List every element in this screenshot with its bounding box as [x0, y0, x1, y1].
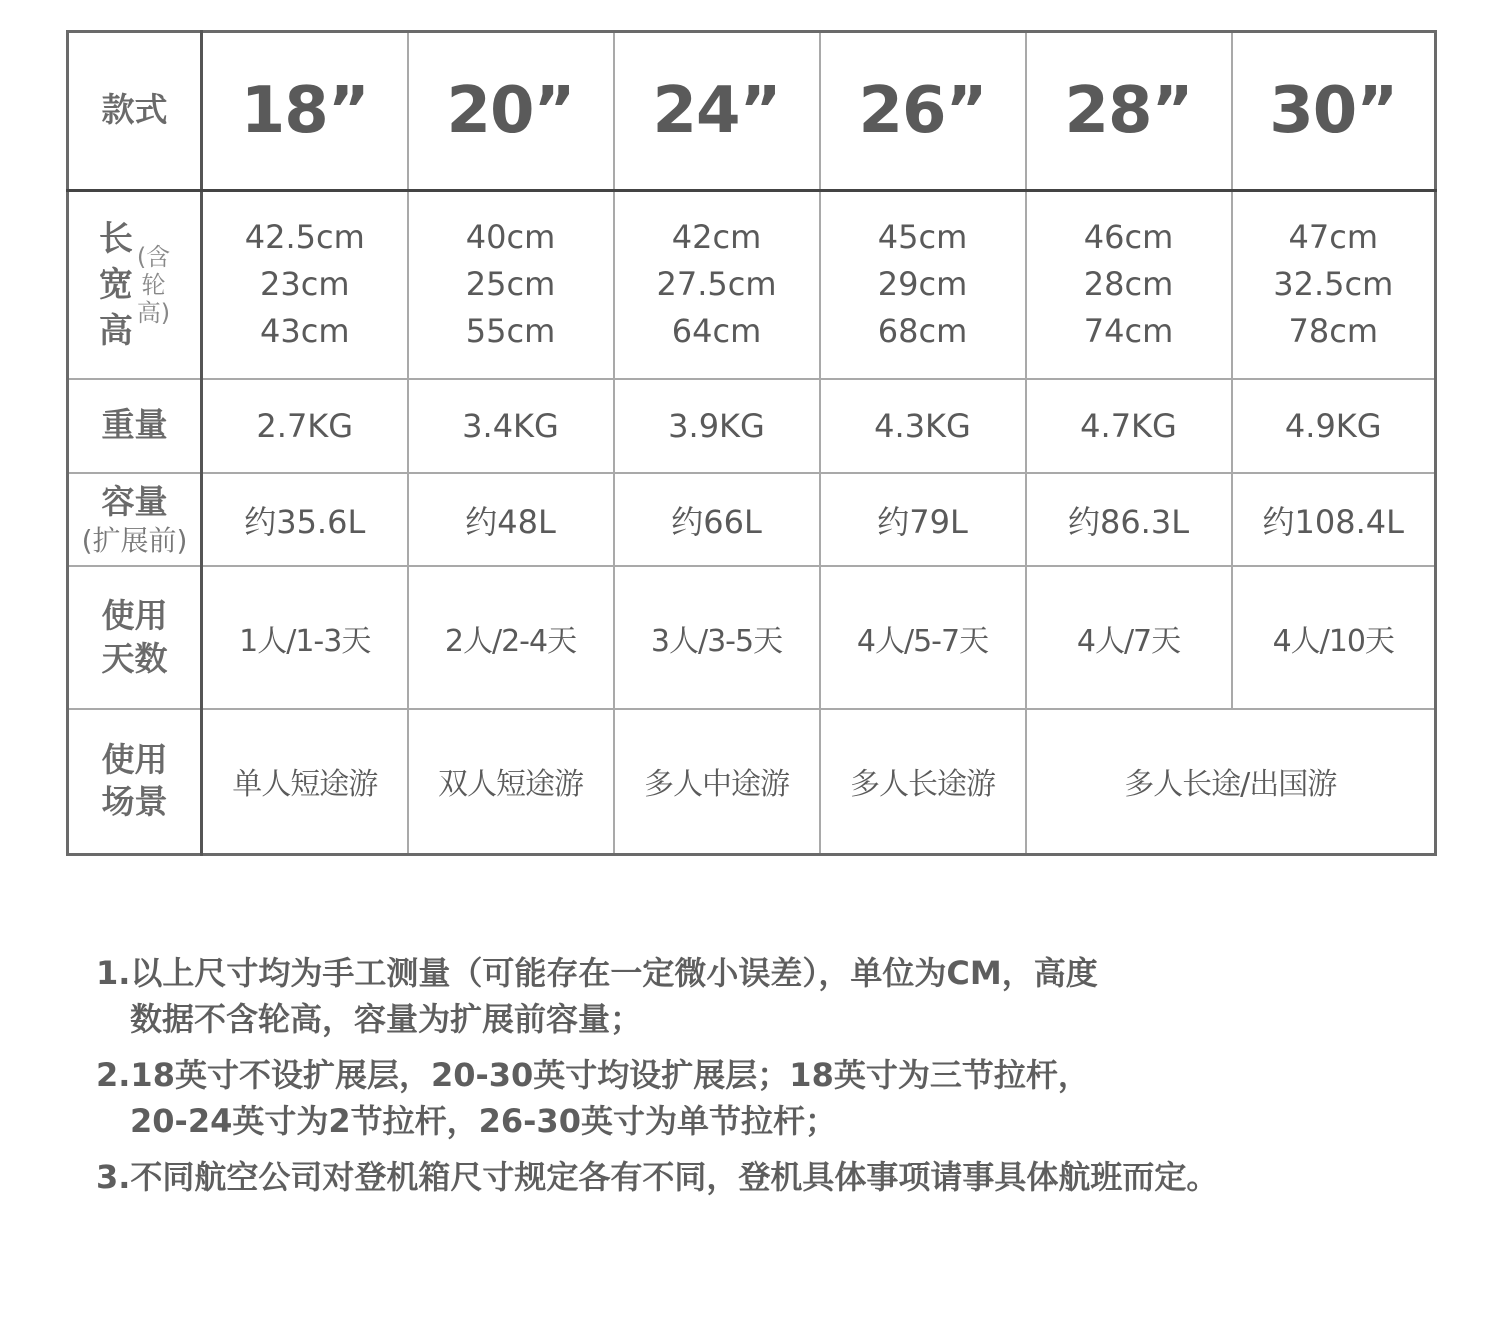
header-row	[68, 32, 1436, 191]
dimension-label-width: 宽	[98, 264, 133, 305]
dimensions-30	[1232, 190, 1436, 379]
length-value: 47cm	[1288, 218, 1378, 257]
dimensions-20	[408, 190, 614, 379]
weight-24: 3.9KG	[614, 379, 820, 473]
width-value: 32.5cm	[1273, 265, 1394, 304]
scenario-28-30: 多人长途/出国游	[1026, 709, 1436, 855]
length-value: 45cm	[877, 218, 968, 257]
scenario-26: 多人长途游	[820, 709, 1026, 855]
capacity-20: 约48L	[408, 473, 614, 566]
note-2-line-2: 20-24英寸为2节拉杆，26-30英寸为单节拉杆；	[130, 1102, 837, 1140]
length-value: 40cm	[465, 218, 556, 257]
days-30: 4人/10天	[1232, 566, 1436, 709]
days-26: 4人/5-7天	[820, 566, 1026, 709]
width-value: 27.5cm	[656, 265, 777, 304]
height-value: 68cm	[877, 312, 968, 351]
weight-30: 4.9KG	[1232, 379, 1436, 473]
days-20: 2人/2-4天	[408, 566, 614, 709]
dimension-sublabel-1: (含	[136, 242, 171, 271]
dimensions-18	[202, 190, 408, 379]
size-26: 26”	[820, 32, 1026, 191]
height-value: 43cm	[260, 312, 350, 351]
size-18: 18”	[202, 32, 408, 191]
note-2	[96, 1052, 1396, 1144]
size-30: 30”	[1232, 32, 1436, 191]
weight-label: 重量	[68, 379, 202, 473]
scenario-18: 单人短途游	[202, 709, 408, 855]
days-label-line-1: 使用	[101, 595, 168, 635]
notes-section	[96, 950, 1396, 1210]
scenario-row	[68, 709, 1436, 855]
scenario-24: 多人中途游	[614, 709, 820, 855]
width-value: 29cm	[877, 265, 968, 304]
note-1-line-2: 数据不含轮高，容量为扩展前容量；	[130, 1000, 643, 1038]
length-value: 42.5cm	[244, 218, 365, 257]
length-value: 46cm	[1083, 218, 1174, 257]
width-value: 23cm	[260, 265, 350, 304]
size-28: 28”	[1026, 32, 1232, 191]
height-value: 64cm	[671, 312, 762, 351]
dimension-sublabel-3: 高)	[136, 298, 171, 327]
capacity-18: 约35.6L	[202, 473, 408, 566]
dimensions-24	[614, 190, 820, 379]
width-value: 28cm	[1083, 265, 1174, 304]
capacity-26: 约79L	[820, 473, 1026, 566]
days-label-line-2: 天数	[101, 638, 168, 678]
capacity-label-main: 容量	[101, 482, 168, 522]
days-24: 3人/3-5天	[614, 566, 820, 709]
size-20: 20”	[408, 32, 614, 191]
dimension-label-height: 高	[98, 310, 133, 351]
scenario-label	[68, 709, 202, 855]
days-row	[68, 566, 1436, 709]
dimensions-26	[820, 190, 1026, 379]
days-28: 4人/7天	[1026, 566, 1232, 709]
capacity-30: 约108.4L	[1232, 473, 1436, 566]
dimension-label-length: 长	[98, 218, 133, 259]
note-1-line-1: 1.以上尺寸均为手工测量（可能存在一定微小误差），单位为CM，高度	[96, 954, 1098, 992]
capacity-24: 约66L	[614, 473, 820, 566]
scenario-label-line-1: 使用	[101, 739, 168, 779]
note-3	[96, 1154, 1396, 1200]
size-spec-table	[66, 30, 1437, 856]
weight-row	[68, 379, 1436, 473]
height-value: 78cm	[1288, 312, 1378, 351]
weight-18: 2.7KG	[202, 379, 408, 473]
scenario-label-line-2: 场景	[101, 782, 168, 822]
style-label: 款式	[68, 32, 202, 191]
dimensions-label	[68, 190, 202, 379]
height-value: 74cm	[1083, 312, 1174, 351]
capacity-label	[68, 473, 202, 566]
capacity-28: 约86.3L	[1026, 473, 1232, 566]
capacity-row	[68, 473, 1436, 566]
size-24: 24”	[614, 32, 820, 191]
capacity-label-sub: (扩展前)	[81, 524, 188, 558]
dimension-sublabel-2: 轮	[141, 270, 166, 299]
days-label	[68, 566, 202, 709]
days-18: 1人/1-3天	[202, 566, 408, 709]
dimensions-row	[68, 190, 1436, 379]
length-value: 42cm	[671, 218, 762, 257]
weight-20: 3.4KG	[408, 379, 614, 473]
note-2-line-1: 2.18英寸不设扩展层，20-30英寸均设扩展层；18英寸为三节拉杆，	[96, 1056, 1090, 1094]
weight-28: 4.7KG	[1026, 379, 1232, 473]
note-1	[96, 950, 1396, 1042]
height-value: 55cm	[465, 312, 556, 351]
weight-26: 4.3KG	[820, 379, 1026, 473]
scenario-20: 双人短途游	[408, 709, 614, 855]
width-value: 25cm	[465, 265, 556, 304]
note-3-line-1: 3.不同航空公司对登机箱尺寸规定各有不同，登机具体事项请事具体航班而定。	[96, 1158, 1219, 1196]
dimensions-28	[1026, 190, 1232, 379]
